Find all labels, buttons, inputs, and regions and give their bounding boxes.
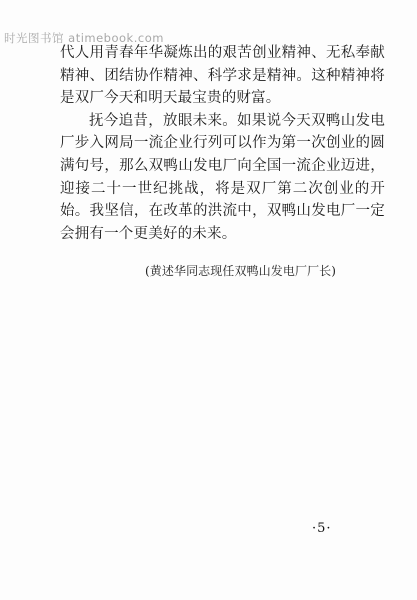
site-watermark: 时光图书馆 atimebook.com (4, 31, 164, 45)
paragraph-1: 代人用青春年华凝炼出的艰苦创业精神、无私奉献精神、团结协作精神、科学求是精神。这种精神将是双厂今天和明天最宝贵的财富。 (60, 45, 385, 107)
author-note: (黄述华同志现任双鸭山发电厂厂长) (145, 264, 337, 278)
paragraph-2: 抚今追昔，放眼未来。如果说今天双鸭山发电厂步入网局一流企业行列可以作为第一次创业的圆满句号，那么双鸭山发电厂向全国一流企业迈进，迎接二十一世纪挑战，将是双厂第二次创业的开始。我坚信，在改革的洪流中，双鸭山发电厂一定会拥有一个更美好的未来。 (60, 112, 385, 242)
body-text (60, 42, 385, 245)
page-number: ·5· (312, 521, 332, 536)
